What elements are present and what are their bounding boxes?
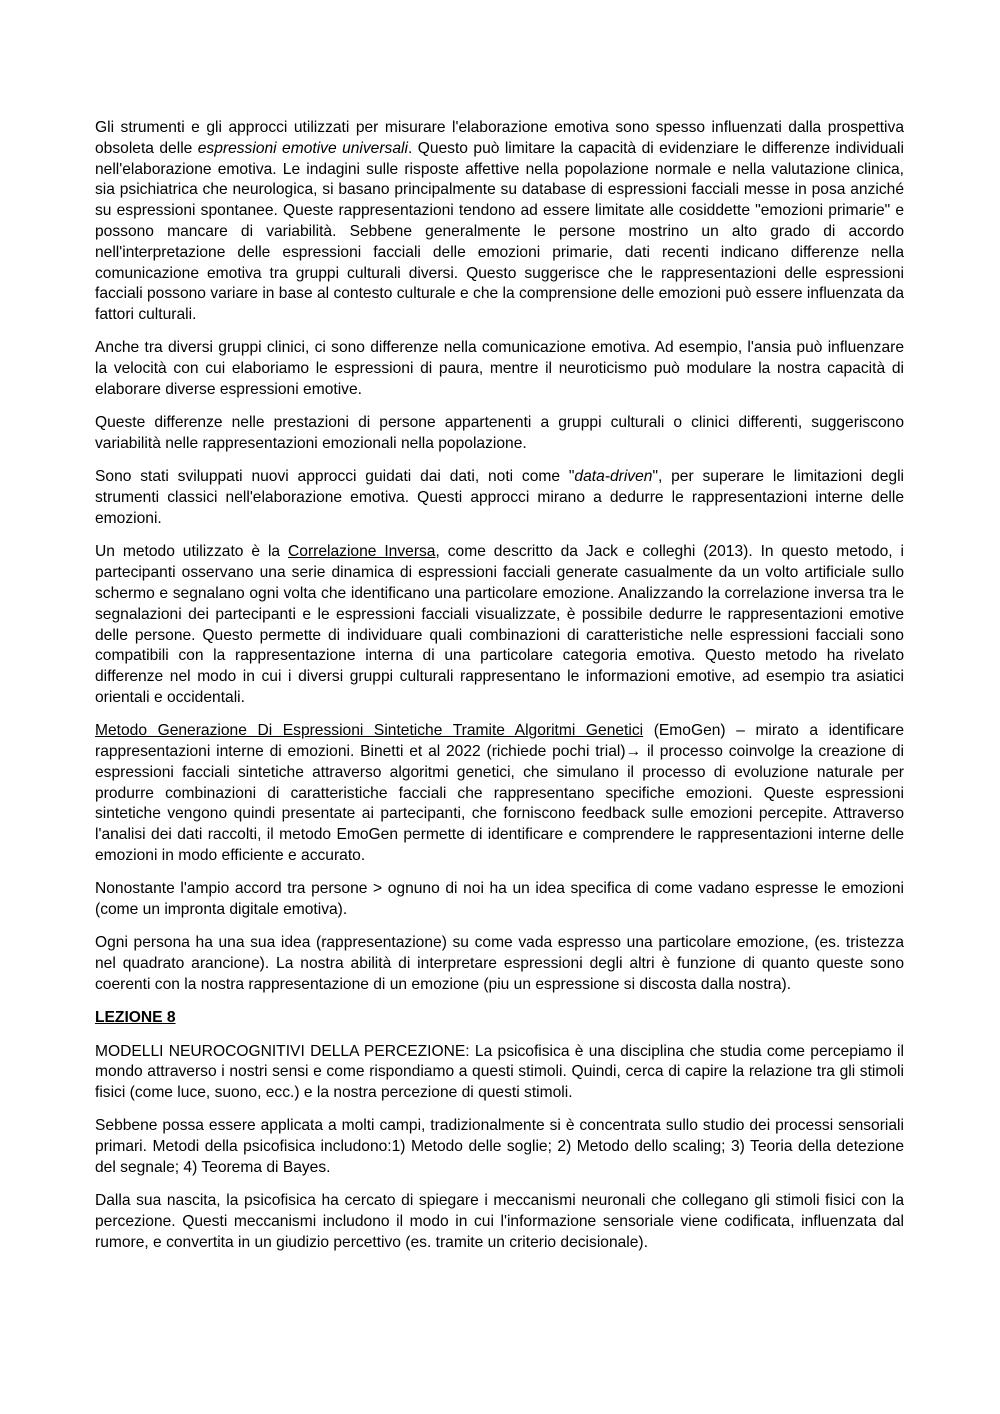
paragraph-inverse-correlation: Un metodo utilizzato è la Correlazione Inversa, come descritto da Jack e colleghi (2013). In questo metodo, i partecipanti osservano una serie dinamica di espressioni facciali generate casualmente da un volto artificiale sullo schermo e segnalano ogni volta che identificano una particolare emozione. Analizzando la correlazione inversa tra le segnalazioni dei partecipanti e le espressioni facciali visualizzate, è possibile dedurre le rappresentazioni emotive delle persone. Questo permette di individuare quali combinazioni di caratteristiche nelle espressioni facciali sono compatibili con la rappresentazione interna di una particolare categoria emotiva. Questo metodo ha rivelato differenze nel modo in cui i diversi gruppi culturali rappresentano le informazioni emotive, ad esempio tra asiatici orientali e occidentali. xyxy=(95,543,904,706)
italic-data-driven: data-driven xyxy=(574,468,653,486)
italic-universal-expressions: espressioni emotive universali xyxy=(197,139,408,157)
document-page xyxy=(95,118,904,1266)
paragraph-psychophysics-intro: MODELLI NEUROCOGNITIVI DELLA PERCEZIONE: La psicofisica è una disciplina che studia come percepiamo il mondo attraverso i nostri sensi e come rispondiamo a questi stimoli. Quindi, cerca di capire la relazione tra gli stimoli fisici (come luce, suono, ecc.) e la nostra percezione di questi stimoli. xyxy=(95,1042,904,1102)
paragraph-emotional-fingerprint: Nonostante l'ampio accord tra persone > ognuno di noi ha un idea specifica di come vadano espresse le emozioni (come un impronta digitale emotiva). xyxy=(95,880,904,919)
arrow-icon: → xyxy=(625,743,642,761)
underlined-correlazione-inversa: Correlazione Inversa xyxy=(288,543,436,561)
paragraph-performance-differences: Queste differenze nelle prestazioni di persone appartenenti a gruppi culturali o clinici differenti, suggeriscono variabilità nelle rappresentazioni emozionali nella popolazione. xyxy=(95,414,904,453)
underlined-emogen-method: Metodo Generazione Di Espressioni Sintetiche Tramite Algoritmi Genetici xyxy=(95,722,644,740)
paragraph-emogen: Metodo Generazione Di Espressioni Sintetiche Tramite Algoritmi Genetici (EmoGen) – mirato a identificare rappresentazioni interne di emozioni. Binetti et al 2022 (richiede pochi trial)→ il processo coinvolge la creazione di espressioni facciali sintetiche attraverso algoritmi genetici, che simulano il processo di evoluzione naturale per produrre combinazioni di caratteristiche facciali che rappresentano specifiche emozioni. Queste espressioni sintetiche vengono quindi presentate ai partecipanti, che forniscono feedback sulle emozioni percepite. Attraverso l'analisi dei dati raccolti, il metodo EmoGen permette di identificare e comprendere le rappresentazioni interne delle emozioni in modo efficiente e accurato. xyxy=(95,722,904,864)
paragraph-personal-representation: Ogni persona ha una sua idea (rappresentazione) su come vada espresso una particolare emozione, (es. tristezza nel quadrato arancione). La nostra abilità di interpretare espressioni degli altri è funzione di quanto queste sono coerenti con la nostra rappresentazione di un emozione (piu un espressione si discosta dalla nostra). xyxy=(95,934,904,993)
paragraph-data-driven: Sono stati sviluppati nuovi approcci guidati dai dati, noti come "data-driven", per superare le limitazioni degli strumenti classici nell'elaborazione emotiva. Questi approcci mirano a dedurre le rappresentazioni interne delle emozioni. xyxy=(95,468,904,528)
paragraph-psychophysics-methods: Sebbene possa essere applicata a molti campi, tradizionalmente si è concentrata sullo studio dei processi sensoriali primari. Metodi della psicofisica includono:1) Metodo delle soglie; 2) Metodo dello scaling; 3) Teoria della detezione del segnale; 4) Teorema di Bayes. xyxy=(95,1117,904,1177)
paragraph-clinical-groups: Anche tra diversi gruppi clinici, ci sono differenze nella comunicazione emotiva. Ad esempio, l'ansia può influenzare la velocità con cui elaboriamo le espressioni di paura, mentre il neuroticismo può modulare la nostra capacità di elaborare diverse espressioni emotive. xyxy=(95,339,904,399)
heading-lezione-8: LEZIONE 8 xyxy=(95,1009,176,1027)
paragraph-psychophysics-mechanisms: Dalla sua nascita, la psicofisica ha cercato di spiegare i meccanismi neuronali che collegano gli stimoli fisici con la percezione. Questi meccanismi includono il modo in cui l'informazione sensoriale viene codificata, influenzata dal rumore, e convertita in un giudizio percettivo (es. tramite un criterio decisionale). xyxy=(95,1192,904,1251)
paragraph-emotional-processing-tools: Gli strumenti e gli approcci utilizzati per misurare l'elaborazione emotiva sono spesso influenzati dalla prospettiva obsoleta delle espressioni emotive universali. Questo può limitare la capacità di evidenziare le differenze individuali nell'elaborazione emotiva. Le indagini sulle risposte affettive nella popolazione normale e nella valutazione clinica, sia psichiatrica che neurologica, si basano principalmente su database di espressioni facciali messe in posa anziché su espressioni spontanee. Queste rappresentazioni tendono ad essere limitate alle cosiddette "emozioni primarie" e possono mancare di variabilità. Sebbene generalmente le persone mostrino un alto grado di accordo nell'interpretazione delle espressioni facciali delle emozioni primarie, dati recenti indicano differenze nella comunicazione emotiva tra gruppi culturali diversi. Questo suggerisce che le rappresentazioni delle espressioni facciali possono variare in base al contesto culturale e che la comprensione delle emozioni può essere influenzata da fattori culturali. xyxy=(95,119,904,324)
